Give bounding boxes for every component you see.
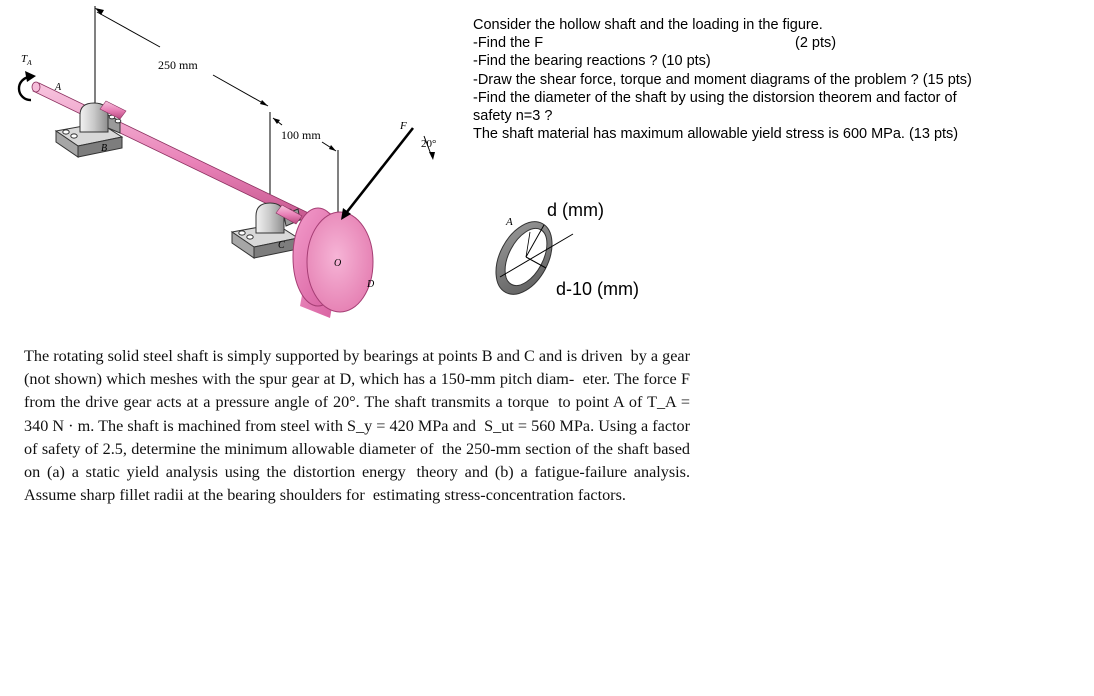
dimension-lines bbox=[95, 6, 338, 220]
question-line: -Find the bearing reactions ? (10 pts) bbox=[473, 53, 711, 70]
dim-250-label: 250 mm bbox=[158, 58, 198, 72]
problem-line: estimating stress-concentration factors. bbox=[372, 486, 626, 505]
spur-gear bbox=[293, 208, 373, 318]
gear-center-label: O bbox=[334, 258, 342, 269]
question-line: -Find the diameter of the shaft by using the distorsion theorem and factor of bbox=[473, 89, 957, 106]
problem-line: the 250-mm section of the shaft based on (a) a static yield analysis using the distortion energy bbox=[24, 439, 690, 482]
question-block bbox=[473, 16, 1033, 143]
question-line: Consider the hollow shaft and the loading in the figure. bbox=[473, 17, 823, 33]
question-line-find-f: -Find the F (2 pts) bbox=[473, 35, 837, 52]
point-a-label: A bbox=[55, 82, 62, 93]
torque-label: $T_A$ bbox=[21, 53, 32, 67]
problem-line: The rotating solid steel shaft is simply supported by bearings at points B and C and is driven bbox=[24, 347, 623, 365]
point-b-label: B bbox=[101, 143, 108, 154]
problem-line: theory and (b) a fatigue-failure analysis. Assume sharp fillet radii at the bearing shoulders for bbox=[24, 463, 690, 505]
question-line: -Draw the shear force, torque and moment diagrams of the problem ? (15 pts) bbox=[473, 71, 972, 88]
problem-line: eter. The force F from the drive gear acts at a pressure angle of 20°. The shaft transmits a torque bbox=[24, 370, 690, 412]
question-line: The shaft material has maximum allowable yield stress is 600 MPa. (13 pts) bbox=[473, 126, 959, 143]
force-label: F bbox=[400, 120, 407, 132]
question-line: safety n=3 ? bbox=[473, 108, 553, 125]
find-f-points: (2 pts) bbox=[795, 35, 837, 52]
problem-line: to point A of T_A = 340 N · m. The shaft is machined from steel with S_y = 420 MPa and bbox=[24, 393, 690, 435]
problem-line: S_ut = 560 MPa. Using a factor of safety of 2.5, determine the minimum allowable diameter of bbox=[24, 416, 691, 458]
problem-statement bbox=[24, 345, 690, 507]
inner-diameter-label: d-10 (mm) bbox=[556, 279, 640, 299]
outer-diameter-label: d (mm) bbox=[547, 200, 604, 220]
point-c-label: C bbox=[278, 240, 285, 251]
problem-line: by a gear (not shown) which meshes with the spur gear at D, which has a 150-mm pitch diam- bbox=[24, 347, 690, 389]
section-a-label: A bbox=[506, 216, 513, 228]
dim-100-label: 100 mm bbox=[281, 128, 321, 142]
angle-label: 20° bbox=[421, 138, 437, 150]
point-d-label: D bbox=[367, 279, 375, 290]
